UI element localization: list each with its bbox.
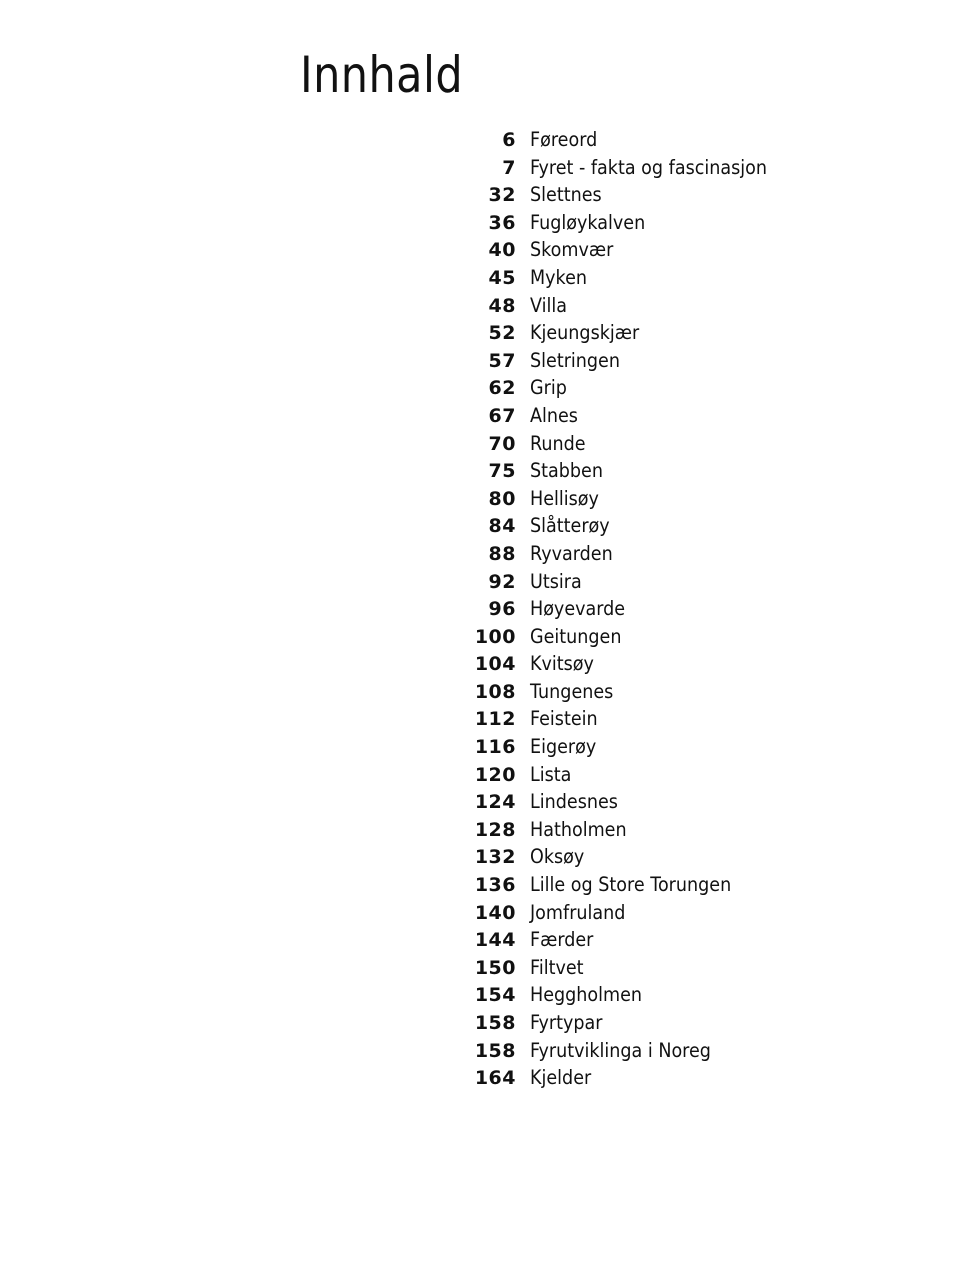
toc-page-number: 40 (488, 239, 516, 262)
toc-page-number: 128 (474, 818, 516, 841)
toc-page-number: 140 (474, 901, 516, 924)
toc-page-number: 57 (488, 349, 516, 372)
table-of-contents (470, 128, 793, 1094)
toc-entry (470, 294, 793, 322)
toc-page-number: 62 (488, 377, 516, 400)
toc-page-number: 92 (488, 570, 516, 593)
toc-page-number: 120 (474, 763, 516, 786)
toc-title: Hatholmen (530, 817, 627, 841)
toc-entry (470, 652, 793, 680)
toc-page-number: 32 (488, 184, 516, 207)
toc-entry (470, 983, 793, 1011)
toc-title: Villa (530, 293, 568, 317)
toc-title: Utsira (530, 569, 582, 593)
toc-entry (470, 376, 793, 404)
toc-page-number: 88 (488, 542, 516, 565)
toc-entry (470, 901, 793, 929)
toc-entry (470, 128, 793, 156)
toc-title: Lista (530, 762, 572, 786)
toc-page-number: 96 (488, 598, 516, 621)
toc-entry (470, 459, 793, 487)
toc-title: Tungenes (530, 679, 614, 703)
toc-title: Hellisøy (530, 486, 599, 510)
toc-page-number: 45 (488, 266, 516, 289)
toc-title: Fyrtypar (530, 1011, 603, 1034)
toc-entry (470, 570, 793, 598)
toc-entry (470, 597, 793, 625)
toc-page-number: 75 (488, 460, 516, 483)
toc-page-number: 132 (474, 846, 516, 869)
toc-page-number: 158 (474, 1012, 516, 1034)
toc-title: Ryvarden (530, 541, 613, 565)
toc-entry (470, 238, 793, 266)
toc-entry (470, 432, 793, 460)
toc-page-number: 164 (474, 1067, 516, 1090)
toc-title: Myken (530, 265, 587, 289)
toc-title: Høyevarde (530, 597, 626, 621)
toc-page-number: 67 (488, 404, 516, 427)
toc-page-number: 100 (474, 625, 516, 648)
toc-entry (470, 156, 793, 184)
toc-title: Føreord (530, 128, 598, 151)
toc-entry (470, 625, 793, 653)
toc-page-number: 70 (488, 432, 516, 455)
toc-page-number: 116 (474, 736, 516, 759)
toc-entry (470, 928, 793, 956)
toc-entry (470, 845, 793, 873)
toc-title: Eigerøy (530, 735, 597, 759)
toc-entry (470, 1039, 793, 1067)
toc-page-number: 104 (474, 653, 516, 676)
toc-title: Grip (530, 376, 567, 400)
toc-title: Oksøy (530, 845, 585, 869)
toc-page-number: 80 (488, 487, 516, 510)
toc-title: Runde (530, 431, 586, 455)
toc-title: Filtvet (530, 955, 584, 979)
toc-title: Slettnes (530, 183, 602, 207)
toc-entry (470, 680, 793, 708)
toc-title: Kjelder (530, 1066, 592, 1090)
toc-page-number: 36 (488, 211, 516, 234)
toc-entry (470, 735, 793, 763)
toc-entry (470, 349, 793, 377)
toc-entry (470, 873, 793, 901)
toc-title: Kvitsøy (530, 652, 594, 676)
toc-title: Sletringen (530, 348, 620, 372)
toc-entry (470, 514, 793, 542)
toc-entry (470, 818, 793, 846)
toc-page-number: 144 (474, 929, 516, 952)
toc-page-number: 6 (502, 129, 516, 151)
toc-entry (470, 211, 793, 239)
toc-page-number: 108 (474, 680, 516, 703)
toc-page-number: 84 (488, 515, 516, 538)
toc-title: Lindesnes (530, 790, 618, 814)
toc-entry (470, 266, 793, 294)
toc-entry (470, 763, 793, 791)
toc-page-number: 158 (474, 1039, 516, 1062)
toc-title: Lille og Store Torungen (530, 873, 732, 897)
toc-entry (470, 321, 793, 349)
toc-page-number: 124 (474, 791, 516, 814)
toc-title: Slåtterøy (530, 514, 610, 538)
toc-entry (470, 404, 793, 432)
toc-title: Fugløykalven (530, 210, 646, 234)
toc-title: Skomvær (530, 238, 614, 262)
toc-title: Fyret - fakta og fascinasjon (530, 155, 767, 179)
toc-title: Feistein (530, 707, 598, 731)
toc-page-number: 52 (488, 322, 516, 345)
toc-page-number: 112 (474, 708, 516, 731)
toc-entry (470, 1066, 793, 1094)
toc-page-number: 48 (488, 294, 516, 317)
toc-title: Stabben (530, 459, 603, 483)
toc-entry (470, 956, 793, 984)
toc-entry (470, 790, 793, 818)
page-title: Innhald (300, 46, 464, 104)
toc-title: Jomfruland (530, 900, 626, 924)
toc-page-number: 154 (474, 984, 516, 1007)
toc-entry (470, 1011, 793, 1039)
toc-entry (470, 707, 793, 735)
toc-entry (470, 183, 793, 211)
toc-title: Fyrutviklinga i Noreg (530, 1038, 711, 1062)
toc-entry (470, 487, 793, 515)
toc-title: Alnes (530, 403, 578, 427)
toc-title: Færder (530, 928, 594, 952)
toc-page-number: 7 (502, 156, 516, 179)
toc-page-number: 150 (474, 956, 516, 979)
toc-page-number: 136 (474, 874, 516, 897)
toc-title: Geitungen (530, 624, 622, 648)
toc-entry (470, 542, 793, 570)
toc-title: Kjeungskjær (530, 321, 640, 345)
toc-title: Heggholmen (530, 983, 643, 1007)
